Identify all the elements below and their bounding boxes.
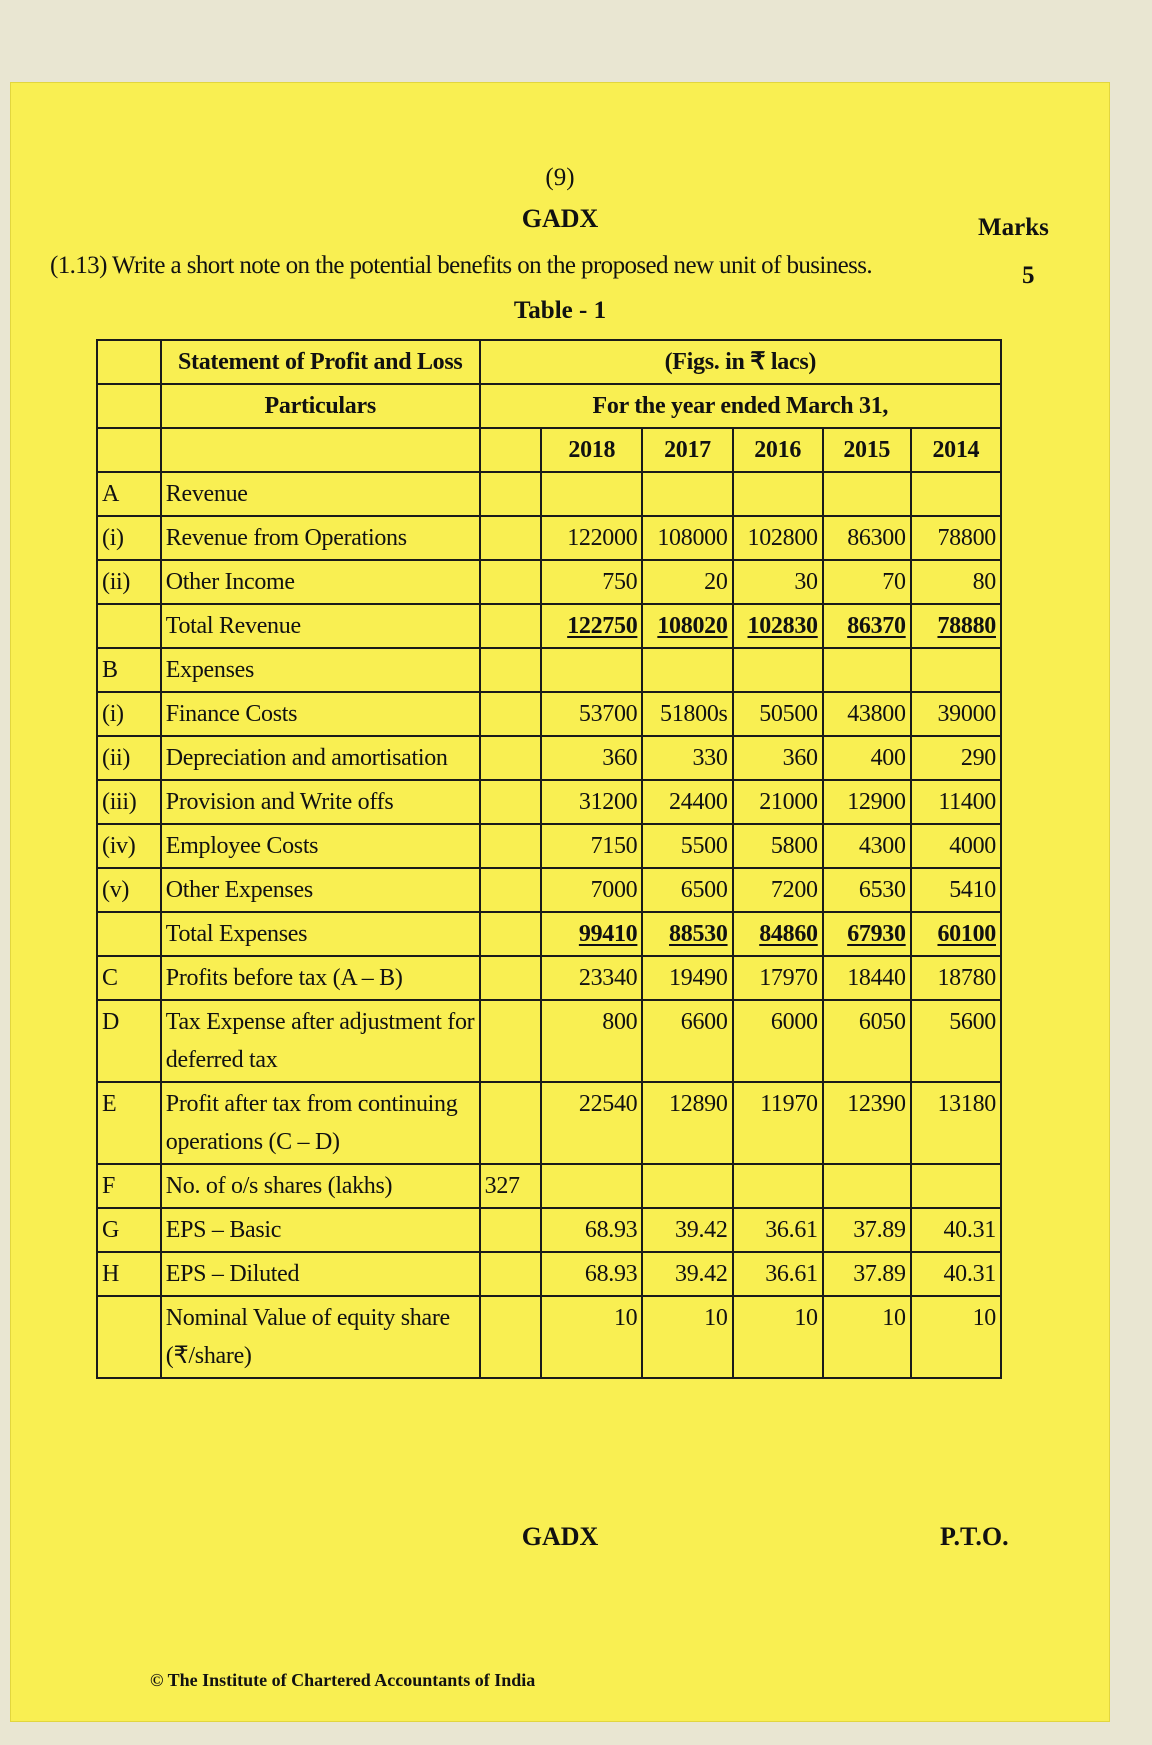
value-cell: 88530 bbox=[642, 912, 732, 956]
value-cell: 6500 bbox=[642, 868, 732, 912]
value-cell: 21000 bbox=[733, 780, 823, 824]
value-cell bbox=[733, 648, 823, 692]
value-cell: 10 bbox=[733, 1296, 823, 1378]
year-header: 2017 bbox=[642, 428, 732, 472]
value-cell: 18780 bbox=[911, 956, 1001, 1000]
row-serial: F bbox=[97, 1164, 161, 1208]
spacer-cell bbox=[480, 1252, 542, 1296]
table-row bbox=[97, 692, 1001, 736]
row-label: Finance Costs bbox=[161, 692, 480, 736]
particulars-label: Particulars bbox=[161, 384, 480, 428]
table-row bbox=[97, 1252, 1001, 1296]
value-cell: 31200 bbox=[541, 780, 642, 824]
value-cell: 7000 bbox=[541, 868, 642, 912]
value-cell: 12390 bbox=[823, 1082, 911, 1164]
row-serial: H bbox=[97, 1252, 161, 1296]
spacer-cell bbox=[480, 604, 542, 648]
spacer-cell bbox=[480, 780, 542, 824]
value-cell: 750 bbox=[541, 560, 642, 604]
value-cell: 6050 bbox=[823, 1000, 911, 1082]
row-label: EPS – Diluted bbox=[161, 1252, 480, 1296]
marks-heading: Marks bbox=[978, 214, 1049, 241]
value-cell: 36.61 bbox=[733, 1208, 823, 1252]
value-cell: 11400 bbox=[911, 780, 1001, 824]
row-serial: (i) bbox=[97, 692, 161, 736]
value-cell: 24400 bbox=[642, 780, 732, 824]
value-cell: 78800 bbox=[911, 516, 1001, 560]
value-cell: 68.93 bbox=[541, 1252, 642, 1296]
table-row bbox=[97, 1000, 1001, 1082]
value-cell: 10 bbox=[642, 1296, 732, 1378]
value-cell: 10 bbox=[823, 1296, 911, 1378]
table-row bbox=[97, 868, 1001, 912]
row-label: Depreciation and amortisation bbox=[161, 736, 480, 780]
value-cell bbox=[823, 648, 911, 692]
row-serial bbox=[97, 1296, 161, 1378]
value-cell: 5800 bbox=[733, 824, 823, 868]
value-cell: 13180 bbox=[911, 1082, 1001, 1164]
row-serial: (v) bbox=[97, 868, 161, 912]
value-cell: 37.89 bbox=[823, 1252, 911, 1296]
table-row bbox=[97, 1208, 1001, 1252]
value-cell: 10 bbox=[541, 1296, 642, 1378]
value-cell: 800 bbox=[541, 1000, 642, 1082]
value-cell: 11970 bbox=[733, 1082, 823, 1164]
value-cell: 68.93 bbox=[541, 1208, 642, 1252]
value-cell: 84860 bbox=[733, 912, 823, 956]
year-header: 2018 bbox=[541, 428, 642, 472]
value-cell: 12900 bbox=[823, 780, 911, 824]
table-row bbox=[97, 604, 1001, 648]
row-label: Other Income bbox=[161, 560, 480, 604]
pto-label: P.T.O. bbox=[940, 1522, 1009, 1551]
value-cell: 23340 bbox=[541, 956, 642, 1000]
spacer-cell bbox=[480, 1000, 542, 1082]
value-cell: 53700 bbox=[541, 692, 642, 736]
period-label: For the year ended March 31, bbox=[480, 384, 1001, 428]
statement-title: Statement of Profit and Loss bbox=[161, 340, 480, 384]
value-cell bbox=[823, 1164, 911, 1208]
value-cell bbox=[642, 1164, 732, 1208]
spacer-cell bbox=[480, 1082, 542, 1164]
row-serial: G bbox=[97, 1208, 161, 1252]
value-cell: 39.42 bbox=[642, 1252, 732, 1296]
row-serial: C bbox=[97, 956, 161, 1000]
value-cell bbox=[541, 1164, 642, 1208]
years-row bbox=[97, 428, 1001, 472]
table-row bbox=[97, 1164, 1001, 1208]
row-label: Employee Costs bbox=[161, 824, 480, 868]
value-cell: 7150 bbox=[541, 824, 642, 868]
table-row bbox=[97, 780, 1001, 824]
year-header: 2015 bbox=[823, 428, 911, 472]
table-row bbox=[97, 1082, 1001, 1164]
value-cell bbox=[911, 472, 1001, 516]
question-marks: 5 bbox=[1022, 262, 1035, 289]
row-label: Revenue from Operations bbox=[161, 516, 480, 560]
value-cell: 36.61 bbox=[733, 1252, 823, 1296]
row-label: Nominal Value of equity share (₹/share) bbox=[161, 1296, 480, 1378]
value-cell: 400 bbox=[823, 736, 911, 780]
table-row bbox=[97, 956, 1001, 1000]
spacer-cell bbox=[480, 516, 542, 560]
row-label: Provision and Write offs bbox=[161, 780, 480, 824]
row-serial: (ii) bbox=[97, 736, 161, 780]
value-cell: 10 bbox=[911, 1296, 1001, 1378]
value-cell: 12890 bbox=[642, 1082, 732, 1164]
table-row bbox=[97, 648, 1001, 692]
value-cell: 40.31 bbox=[911, 1252, 1001, 1296]
table-header-row bbox=[97, 340, 1001, 384]
row-serial bbox=[97, 912, 161, 956]
page-number: (9) bbox=[545, 164, 575, 191]
spacer-cell bbox=[480, 912, 542, 956]
value-cell: 7200 bbox=[733, 868, 823, 912]
row-serial: D bbox=[97, 1000, 161, 1082]
value-cell bbox=[911, 1164, 1001, 1208]
value-cell: 330 bbox=[642, 736, 732, 780]
value-cell: 122750 bbox=[541, 604, 642, 648]
value-cell: 60100 bbox=[911, 912, 1001, 956]
value-cell: 4000 bbox=[911, 824, 1001, 868]
spacer-cell bbox=[480, 472, 542, 516]
value-cell: 360 bbox=[541, 736, 642, 780]
value-cell: 108000 bbox=[642, 516, 732, 560]
value-cell: 37.89 bbox=[823, 1208, 911, 1252]
value-cell bbox=[642, 648, 732, 692]
value-cell: 108020 bbox=[642, 604, 732, 648]
row-label: Total Expenses bbox=[161, 912, 480, 956]
spacer-cell bbox=[480, 1208, 542, 1252]
value-cell: 102830 bbox=[733, 604, 823, 648]
row-serial: A bbox=[97, 472, 161, 516]
table-row bbox=[97, 560, 1001, 604]
row-label: Profits before tax (A – B) bbox=[161, 956, 480, 1000]
value-cell: 80 bbox=[911, 560, 1001, 604]
spacer-cell bbox=[480, 956, 542, 1000]
value-cell: 99410 bbox=[541, 912, 642, 956]
copyright-notice: © The Institute of Chartered Accountants of India bbox=[150, 1670, 536, 1690]
value-cell bbox=[541, 472, 642, 516]
value-cell: 5600 bbox=[911, 1000, 1001, 1082]
value-cell: 19490 bbox=[642, 956, 732, 1000]
row-serial bbox=[97, 604, 161, 648]
row-serial: (iii) bbox=[97, 780, 161, 824]
row-serial: E bbox=[97, 1082, 161, 1164]
spacer-cell bbox=[480, 824, 542, 868]
value-cell bbox=[911, 648, 1001, 692]
row-serial: B bbox=[97, 648, 161, 692]
value-cell: 102800 bbox=[733, 516, 823, 560]
value-cell: 50500 bbox=[733, 692, 823, 736]
table-row bbox=[97, 824, 1001, 868]
value-cell: 39000 bbox=[911, 692, 1001, 736]
value-cell: 39.42 bbox=[642, 1208, 732, 1252]
value-cell: 22540 bbox=[541, 1082, 642, 1164]
paper-code-footer: GADX bbox=[521, 1522, 599, 1551]
spacer-cell bbox=[480, 692, 542, 736]
row-label: Expenses bbox=[161, 648, 480, 692]
table-row bbox=[97, 912, 1001, 956]
row-serial: (ii) bbox=[97, 560, 161, 604]
row-serial: (iv) bbox=[97, 824, 161, 868]
value-cell: 40.31 bbox=[911, 1208, 1001, 1252]
spacer-cell bbox=[480, 560, 542, 604]
value-cell: 4300 bbox=[823, 824, 911, 868]
value-cell bbox=[733, 472, 823, 516]
value-cell: 51800s bbox=[642, 692, 732, 736]
row-label: Total Revenue bbox=[161, 604, 480, 648]
value-cell: 86300 bbox=[823, 516, 911, 560]
value-cell: 43800 bbox=[823, 692, 911, 736]
table-title: Table - 1 bbox=[513, 297, 607, 324]
row-label: No. of o/s shares (lakhs) bbox=[161, 1164, 480, 1208]
value-cell: 6000 bbox=[733, 1000, 823, 1082]
spacer-cell bbox=[480, 648, 542, 692]
paper-code-header: GADX bbox=[521, 204, 599, 233]
value-cell: 122000 bbox=[541, 516, 642, 560]
value-cell: 18440 bbox=[823, 956, 911, 1000]
value-cell: 6530 bbox=[823, 868, 911, 912]
year-header: 2016 bbox=[733, 428, 823, 472]
value-cell bbox=[541, 648, 642, 692]
shares-count: 327 bbox=[480, 1164, 542, 1208]
value-cell: 17970 bbox=[733, 956, 823, 1000]
row-label: EPS – Basic bbox=[161, 1208, 480, 1252]
table-row bbox=[97, 736, 1001, 780]
figs-note: (Figs. in ₹ lacs) bbox=[480, 340, 1001, 384]
value-cell: 70 bbox=[823, 560, 911, 604]
table-row bbox=[97, 1296, 1001, 1378]
table-row bbox=[97, 472, 1001, 516]
value-cell: 20 bbox=[642, 560, 732, 604]
value-cell: 5500 bbox=[642, 824, 732, 868]
profit-loss-table bbox=[96, 339, 1002, 1379]
row-label: Profit after tax from continuing operations (C – D) bbox=[161, 1082, 480, 1164]
value-cell bbox=[642, 472, 732, 516]
value-cell: 6600 bbox=[642, 1000, 732, 1082]
year-header: 2014 bbox=[911, 428, 1001, 472]
value-cell: 86370 bbox=[823, 604, 911, 648]
value-cell: 30 bbox=[733, 560, 823, 604]
question-text: (1.13) Write a short note on the potential benefits on the proposed new unit of business. bbox=[50, 252, 873, 279]
row-label: Revenue bbox=[161, 472, 480, 516]
value-cell bbox=[823, 472, 911, 516]
question-paper-sheet bbox=[10, 82, 1110, 1722]
value-cell bbox=[733, 1164, 823, 1208]
particulars-row bbox=[97, 384, 1001, 428]
row-serial: (i) bbox=[97, 516, 161, 560]
table-row bbox=[97, 516, 1001, 560]
value-cell: 290 bbox=[911, 736, 1001, 780]
row-label: Other Expenses bbox=[161, 868, 480, 912]
spacer-cell bbox=[480, 1296, 542, 1378]
spacer-cell bbox=[480, 736, 542, 780]
spacer-cell bbox=[480, 868, 542, 912]
value-cell: 67930 bbox=[823, 912, 911, 956]
value-cell: 78880 bbox=[911, 604, 1001, 648]
value-cell: 5410 bbox=[911, 868, 1001, 912]
row-label: Tax Expense after adjustment for deferred tax bbox=[161, 1000, 480, 1082]
value-cell: 360 bbox=[733, 736, 823, 780]
